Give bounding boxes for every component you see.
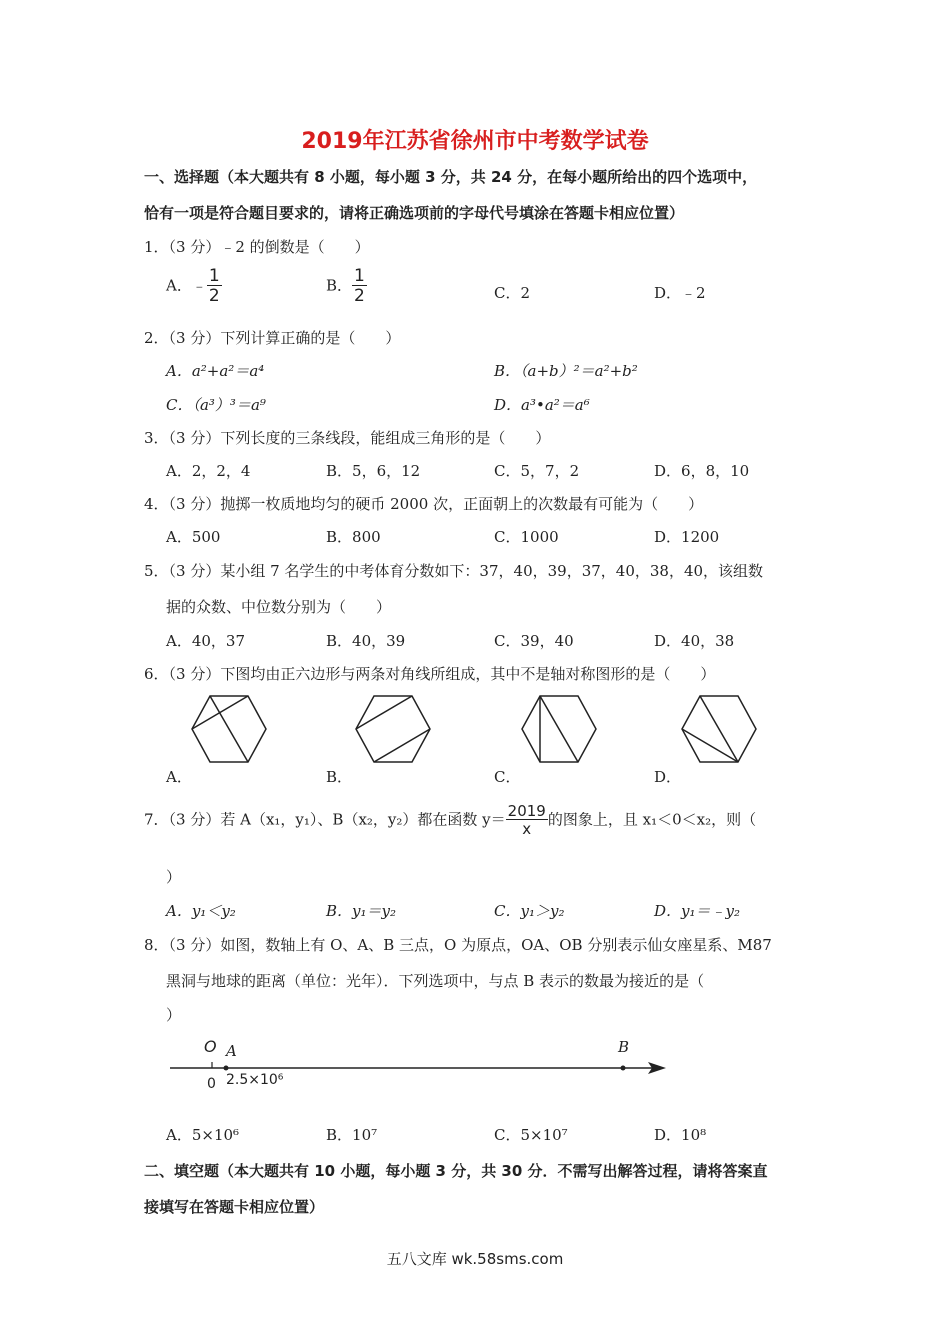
- q8-option-b: B．10⁷: [326, 1126, 378, 1144]
- tick-label-0: 0: [207, 1076, 216, 1092]
- q8-option-a: A．5×10⁶: [166, 1126, 240, 1144]
- q7-fraction: [506, 804, 548, 837]
- q1-b-num: 1: [354, 266, 365, 286]
- q6-option-c: C．: [494, 768, 521, 786]
- tick-label-a: 2.5×10⁶: [226, 1072, 284, 1088]
- q1-option-b: [326, 268, 367, 305]
- q6-option-a: A．: [166, 768, 192, 786]
- q5-stem-line2: 据的众数、中位数分别为（ ）: [166, 598, 392, 616]
- q4-stem: 4．（3 分）抛掷一枚质地均匀的硬币 2000 次，正面朝上的次数最有可能为（ ）: [144, 495, 704, 513]
- q7-option-b: B．y₁＝y₂: [326, 902, 396, 920]
- q7-num: 2019: [507, 802, 546, 820]
- q8-stem-line2: 黑洞与地球的距离（单位：光年）．下列选项中，与点 B 表示的数最为接近的是（: [166, 972, 705, 990]
- hexagon-figure-b: [354, 694, 434, 766]
- q2-option-a: A．a²+a²＝a⁴: [166, 362, 265, 380]
- q5-option-a: A．40，37: [166, 632, 246, 650]
- q1-b-den: 2: [354, 286, 365, 306]
- q1-b-fraction: [352, 268, 367, 305]
- q3-option-a: A．2，2，4: [166, 462, 251, 480]
- q7-post: 的图象上，且 x₁＜0＜x₂，则（: [547, 810, 757, 829]
- q7-option-a: A．y₁＜y₂: [166, 902, 236, 920]
- q4-option-b: B．800: [326, 528, 381, 546]
- q7-stem-line2: ）: [166, 868, 182, 886]
- q2-option-c: C．（a³）³＝a⁹: [166, 396, 266, 414]
- q4-option-d: D．1200: [654, 528, 720, 546]
- hexagon-figure-d: [680, 694, 760, 766]
- q6-option-d: D．: [654, 768, 682, 786]
- q1-stem: 1．（3 分）﹣2 的倒数是（ ）: [144, 238, 370, 256]
- label-o: O: [204, 1037, 217, 1056]
- hexagon-figure-a: [190, 694, 270, 766]
- q8-stem-line3: ）: [166, 1006, 182, 1024]
- q1-option-c: C．2: [494, 284, 531, 302]
- footer-watermark: 五八文库 wk.58sms.com: [386, 1250, 564, 1268]
- q1-a-num: 1: [208, 266, 220, 286]
- q1-a-fraction: [207, 268, 222, 305]
- q5-option-c: C．39，40: [494, 632, 574, 650]
- q4-option-c: C．1000: [494, 528, 559, 546]
- q7-stem-line1: [144, 804, 756, 837]
- q5-stem-line1: 5．（3 分）某小组 7 名学生的中考体育分数如下：37，40，39，37，40，38，40，该组数: [144, 562, 764, 580]
- q6-option-b: B．: [326, 768, 353, 786]
- q6-stem: 6．（3 分）下图均由正六边形与两条对角线所组成，其中不是轴对称图形的是（ ）: [144, 665, 716, 683]
- q1-option-d: D．﹣2: [654, 284, 706, 302]
- q1-a-sign: ﹣: [191, 276, 207, 295]
- page-title: 2019年江苏省徐州市中考数学试卷: [301, 129, 649, 154]
- q7-pre: 7．（3 分）若 A（x₁，y₁）、B（x₂，y₂）都在函数 y＝: [144, 810, 506, 829]
- q8-option-c: C．5×10⁷: [494, 1126, 568, 1144]
- number-line-figure: [160, 1034, 680, 1094]
- q3-option-c: C．5，7，2: [494, 462, 580, 480]
- q2-option-b: B．（a+b）²＝a²+b²: [494, 362, 638, 380]
- q3-option-d: D．6，8，10: [654, 462, 750, 480]
- q2-option-d: D．a³•a²＝a⁶: [494, 396, 590, 414]
- label-a: A: [226, 1042, 237, 1060]
- q7-den: x: [522, 820, 532, 838]
- q5-option-b: B．40，39: [326, 632, 406, 650]
- point-a: [224, 1066, 229, 1071]
- section1-heading-line2: 恰有一项是符合题目要求的，请将正确选项前的字母代号填涂在答题卡相应位置）: [144, 204, 685, 222]
- q1-b-label: B．: [326, 276, 353, 295]
- section2-heading-line1: 二、填空题（本大题共有 10 小题，每小题 3 分，共 30 分．不需写出解答过程，请将答案直: [144, 1162, 768, 1180]
- q7-option-d: D．y₁＝﹣y₂: [654, 902, 741, 920]
- q5-option-d: D．40，38: [654, 632, 735, 650]
- q7-option-c: C．y₁＞y₂: [494, 902, 565, 920]
- q3-stem: 3．（3 分）下列长度的三条线段，能组成三角形的是（ ）: [144, 429, 551, 447]
- q4-option-a: A．500: [166, 528, 221, 546]
- q8-option-d: D．10⁸: [654, 1126, 707, 1144]
- q1-option-a: [166, 268, 222, 305]
- label-b: B: [618, 1038, 630, 1056]
- point-b: [621, 1066, 626, 1071]
- q8-stem-line1: 8．（3 分）如图，数轴上有 O、A、B 三点，O 为原点，OA、OB 分别表示仙女座星系、M87: [144, 936, 772, 954]
- q2-stem: 2．（3 分）下列计算正确的是（ ）: [144, 329, 401, 347]
- q1-a-label: A．: [166, 276, 192, 295]
- hexagon-figure-c: [520, 694, 600, 766]
- section1-heading-line1: 一、选择题（本大题共有 8 小题，每小题 3 分，共 24 分，在每小题所给出的四个选项中，: [144, 168, 758, 186]
- section2-heading-line2: 接填写在答题卡相应位置）: [144, 1198, 325, 1216]
- q1-a-den: 2: [208, 286, 220, 306]
- q3-option-b: B．5，6，12: [326, 462, 421, 480]
